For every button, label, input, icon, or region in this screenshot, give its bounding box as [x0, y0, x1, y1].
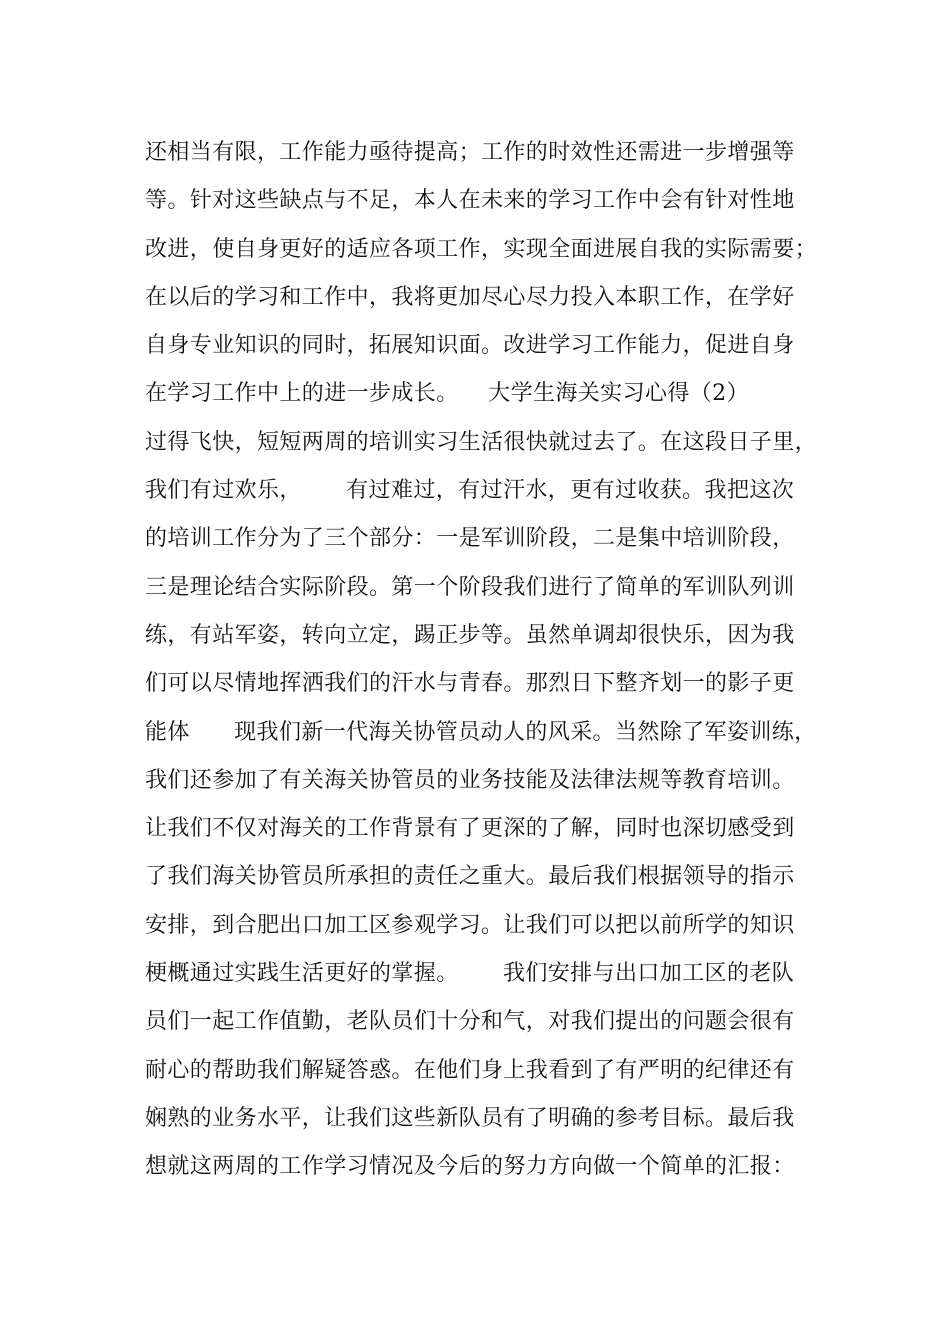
text-line: 我们还参加了有关海关协管员的业务技能及法律法规等教育培训。 — [145, 767, 795, 793]
text-line: 耐心的帮助我们解疑答惑。在他们身上我看到了有严明的纪律还有 — [145, 1057, 795, 1083]
text-line: 员们一起工作值勤，老队员们十分和气，对我们提出的问题会很有 — [145, 1009, 795, 1035]
text-line: 我们有过欢乐， 有过难过，有过汗水，更有过收获。我把这次 — [145, 478, 795, 504]
text-line: 娴熟的业务水平，让我们这些新队员有了明确的参考目标。最后我 — [145, 1105, 795, 1131]
text-line: 练，有站军姿，转向立定，踢正步等。虽然单调却很快乐，因为我 — [145, 622, 795, 648]
text-line: 安排，到合肥出口加工区参观学习。让我们可以把以前所学的知识 — [145, 912, 795, 938]
text-line: 们可以尽情地挥洒我们的汗水与青春。那烈日下整齐划一的影子更 — [145, 671, 795, 697]
text-line: 让我们不仅对海关的工作背景有了更深的了解，同时也深切感受到 — [145, 816, 795, 842]
text-line: 想就这两周的工作学习情况及今后的努力方向做一个简单的汇报： — [145, 1154, 795, 1180]
text-line: 等。针对这些缺点与不足，本人在未来的学习工作中会有针对性地 — [145, 188, 795, 214]
text-line: 在学习工作中上的进一步成长。 大学生海关实习心得（2） — [145, 381, 749, 407]
text-line: 的培训工作分为了三个部分：一是军训阶段，二是集中培训阶段， — [145, 526, 795, 552]
text-line: 了我们海关协管员所承担的责任之重大。最后我们根据领导的指示 — [145, 864, 795, 890]
text-line: 改进，使自身更好的适应各项工作，实现全面进展自我的实际需要； — [145, 236, 818, 262]
text-line: 在以后的学习和工作中，我将更加尽心尽力投入本职工作，在学好 — [145, 284, 795, 310]
text-line: 三是理论结合实际阶段。第一个阶段我们进行了简单的军训队列训 — [145, 574, 795, 600]
text-line: 自身专业知识的同时，拓展知识面。改进学习工作能力，促进自身 — [145, 333, 795, 359]
text-line: 还相当有限，工作能力亟待提高；工作的时效性还需进一步增强等 — [145, 140, 795, 165]
body-text — [145, 129, 835, 1192]
text-line: 梗概通过实践生活更好的掌握。 我们安排与出口加工区的老队 — [145, 961, 795, 987]
text-line: 过得飞快，短短两周的培训实习生活很快就过去了。在这段日子里， — [145, 429, 818, 455]
text-line: 能体 现我们新一代海关协管员动人的风采。当然除了军姿训练， — [145, 719, 817, 745]
